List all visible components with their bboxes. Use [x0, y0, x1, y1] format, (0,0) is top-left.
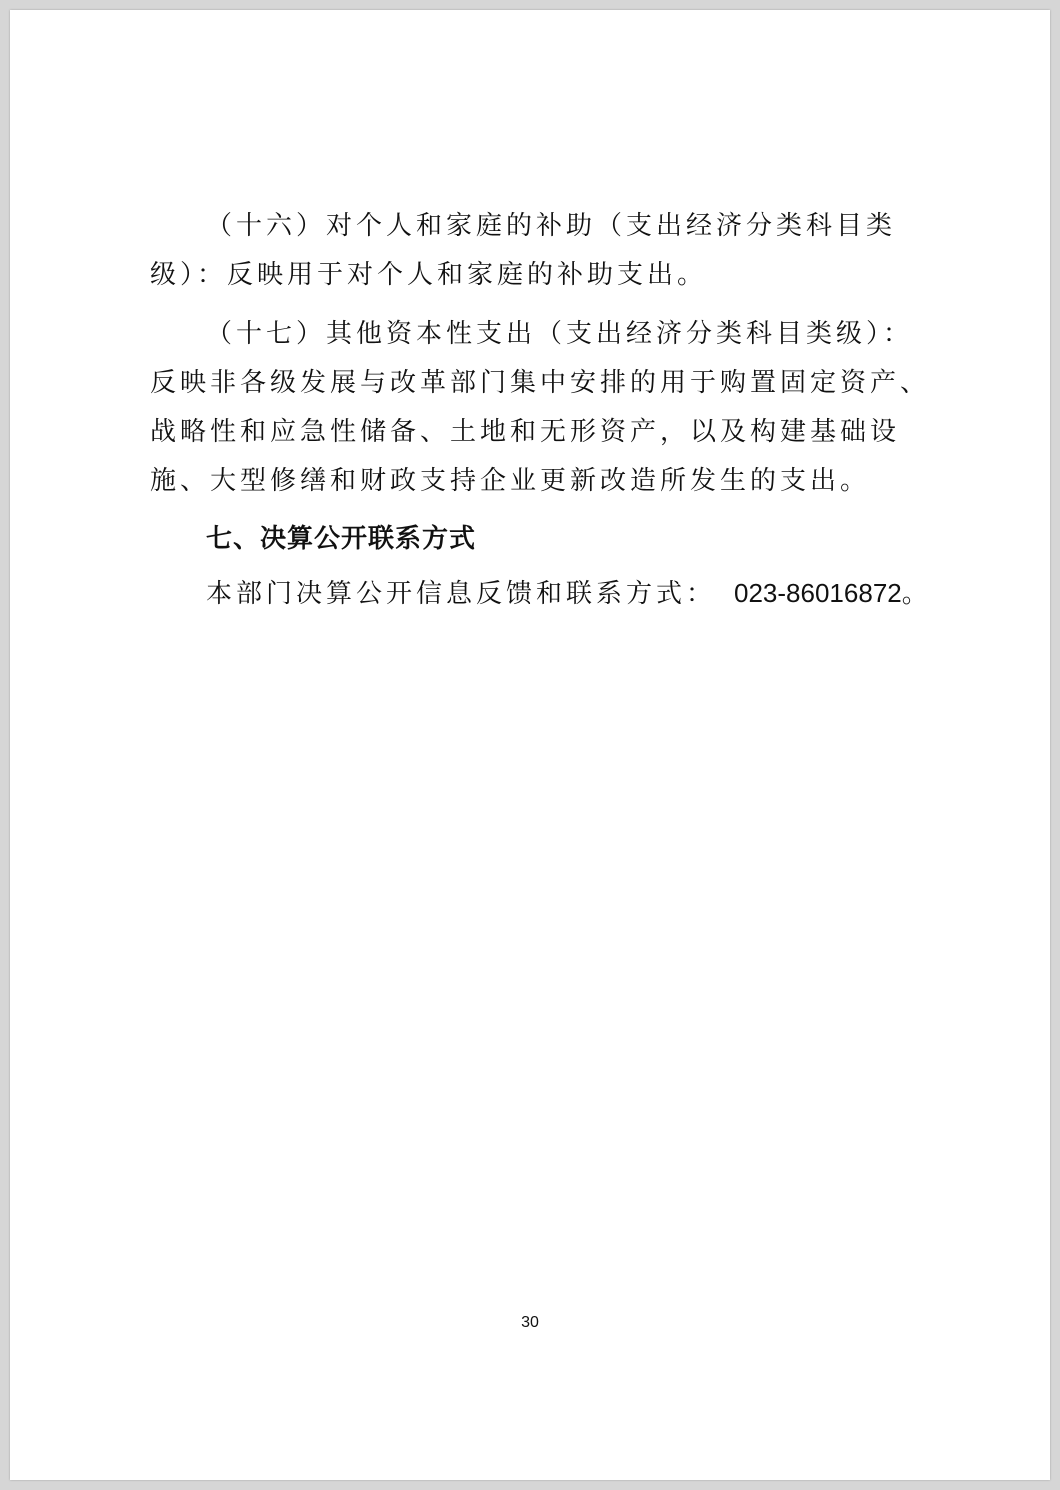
- contact-line: [150, 566, 930, 621]
- section-heading: 七、决算公开联系方式: [206, 524, 477, 554]
- contact-phone: 023-86016872: [734, 578, 902, 608]
- paragraph-item-17: （十七）其他资本性支出（支出经济分类科目类级）：反映非各级发展与改革部门集中安排的用于购置固定资产、战略性和应急性储备、土地和无形资产，以及构建基础设施、大型修缮和财政支持企业更新改造所发生的支出。: [150, 319, 931, 496]
- document-page: [10, 10, 1050, 1480]
- document-body: [150, 202, 930, 621]
- contact-label: 本部门决算公开信息反馈和联系方式：: [206, 579, 717, 609]
- contact-end: 。: [901, 579, 932, 609]
- page-number: 30: [521, 1314, 539, 1331]
- paragraph-item-16: （十六）对个人和家庭的补助（支出经济分类科目类级）：反映用于对个人和家庭的补助支出。: [150, 211, 897, 290]
